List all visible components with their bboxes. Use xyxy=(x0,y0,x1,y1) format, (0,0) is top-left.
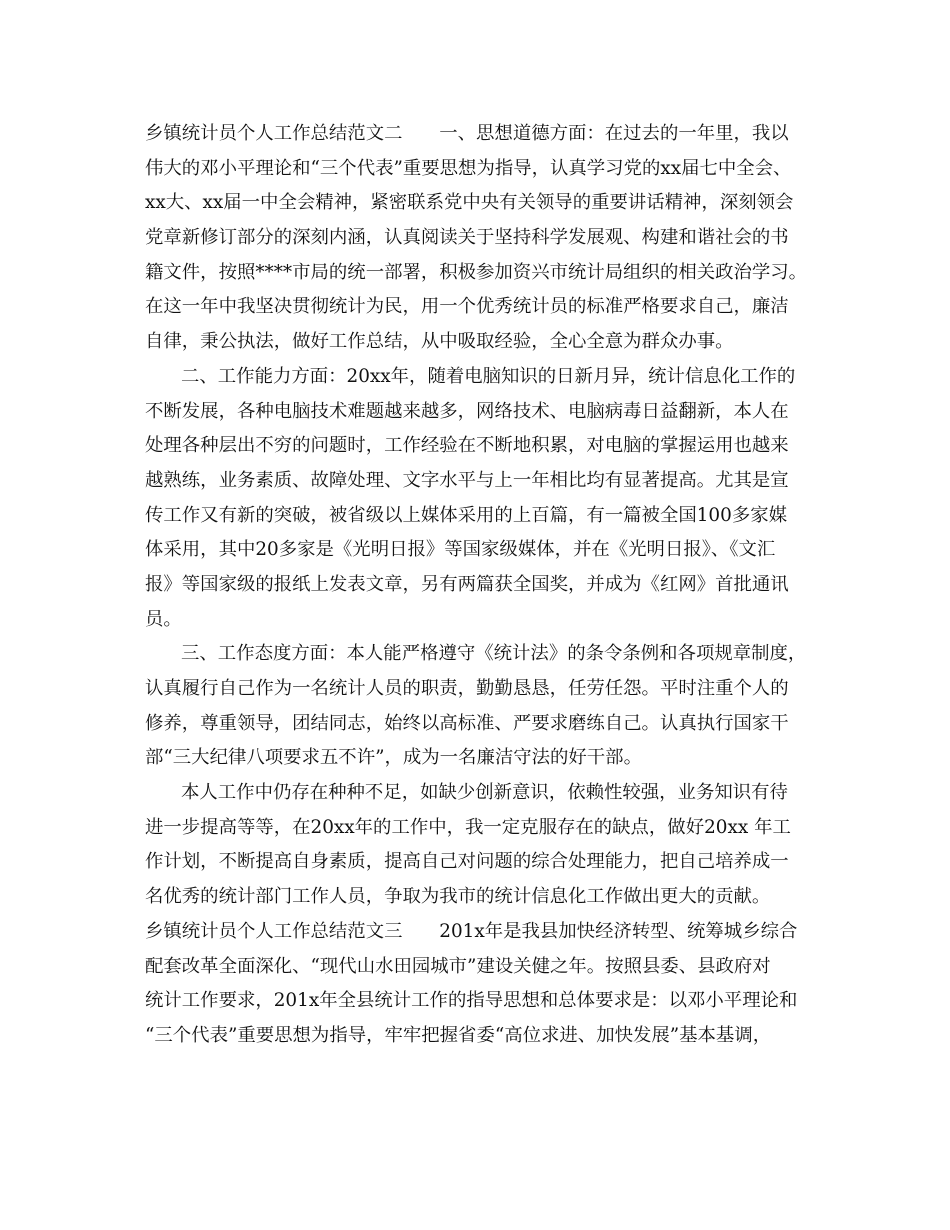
text-line: 二、工作能力方面：20xx年，随着电脑知识的日新月异，统计信息化工作的 xyxy=(181,365,796,387)
text-line: 认真履行自己作为一名统计人员的职责，勤勤恳恳，任劳任怨。平时注重个人的 xyxy=(145,678,789,699)
text-line: 进一步提高等等，在20xx年的工作中，我一定克服存在的缺点，做好20xx 年工 xyxy=(145,816,791,838)
text-line: 体采用，其中20多家是《光明日报》等国家级媒体，并在《光明日报》、《文汇 xyxy=(145,539,776,561)
text-line: 不断发展，各种电脑技术难题越来越多，网络技术、电脑病毒日益翻新，本人在 xyxy=(145,400,789,422)
text-line: 乡镇统计员个人工作总结范文二 一、思想道德方面：在过去的一年里，我以 xyxy=(145,123,789,144)
text-line: 党章新修订部分的深刻内涵，认真阅读关于坚持科学发展观、构建和谐社会的书 xyxy=(145,227,789,249)
text-line: 名优秀的统计部门工作人员，争取为我市的统计信息化工作做出更大的贡献。 xyxy=(145,886,771,908)
text-line: 修养，尊重领导，团结同志，始终以高标准、严要求磨练自己。认真执行国家干 xyxy=(145,712,789,734)
document-body xyxy=(145,117,825,1054)
text-line: 部“三大纪律八项要求五不许”，成为一名廉洁守法的好干部。 xyxy=(145,747,642,769)
text-line: 在这一年中我坚决贯彻统计为民，用一个优秀统计员的标准严格要求自己，廉洁 xyxy=(145,296,789,318)
text-line: 本人工作中仍存在种种不足，如缺少创新意识，依赖性较强，业务知识有待 xyxy=(181,782,788,804)
text-line: 自律，秉公执法，做好工作总结，从中吸取经验，全心全意为群众办事。 xyxy=(145,331,734,353)
text-line: 三、工作态度方面：本人能严格遵守《统计法》的条令条例和各项规章制度， xyxy=(181,643,807,665)
text-line: “三个代表”重要思想为指导，牢牢把握省委“高位求进、加快发展”基本基调， xyxy=(145,1024,772,1046)
text-line: 越熟练，业务素质、故障处理、文字水平与上一年相比均有显著提高。尤其是宣 xyxy=(145,469,789,491)
text-line: 统计工作要求，201x年全县统计工作的指导思想和总体要求是：以邓小平理论和 xyxy=(145,990,798,1012)
text-line: 籍文件，按照****市局的统一部署，积极参加资兴市统计局组织的相关政治学习。 xyxy=(145,261,808,283)
text-line: 员。 xyxy=(145,608,182,630)
text-line: 乡镇统计员个人工作总结范文三 201x年是我县加快经济转型、统筹城乡综合 xyxy=(145,920,798,942)
text-line: 作计划，不断提高自身素质，提高自己对问题的综合处理能力，把自己培养成一 xyxy=(145,851,789,873)
text-line: 配套改革全面深化、“现代山水田园城市”建设关健之年。按照县委、县政府对 xyxy=(145,955,771,977)
text-line: 处理各种层出不穷的问题时，工作经验在不断地积累，对电脑的掌握运用也越来 xyxy=(145,435,789,457)
text-line: 伟大的邓小平理论和“三个代表”重要思想为指导，认真学习党的xx届七中全会、 xyxy=(145,157,792,179)
text-line: 传工作又有新的突破，被省级以上媒体采用的上百篇，有一篇被全国100多家媒 xyxy=(145,504,787,526)
text-line: 报》等国家级的报纸上发表文章，另有两篇获全国奖，并成为《红网》首批通讯 xyxy=(145,573,789,595)
text-line: xx大、xx届一中全会精神，紧密联系党中央有关领导的重要讲话精神，深刻领会 xyxy=(145,192,794,214)
